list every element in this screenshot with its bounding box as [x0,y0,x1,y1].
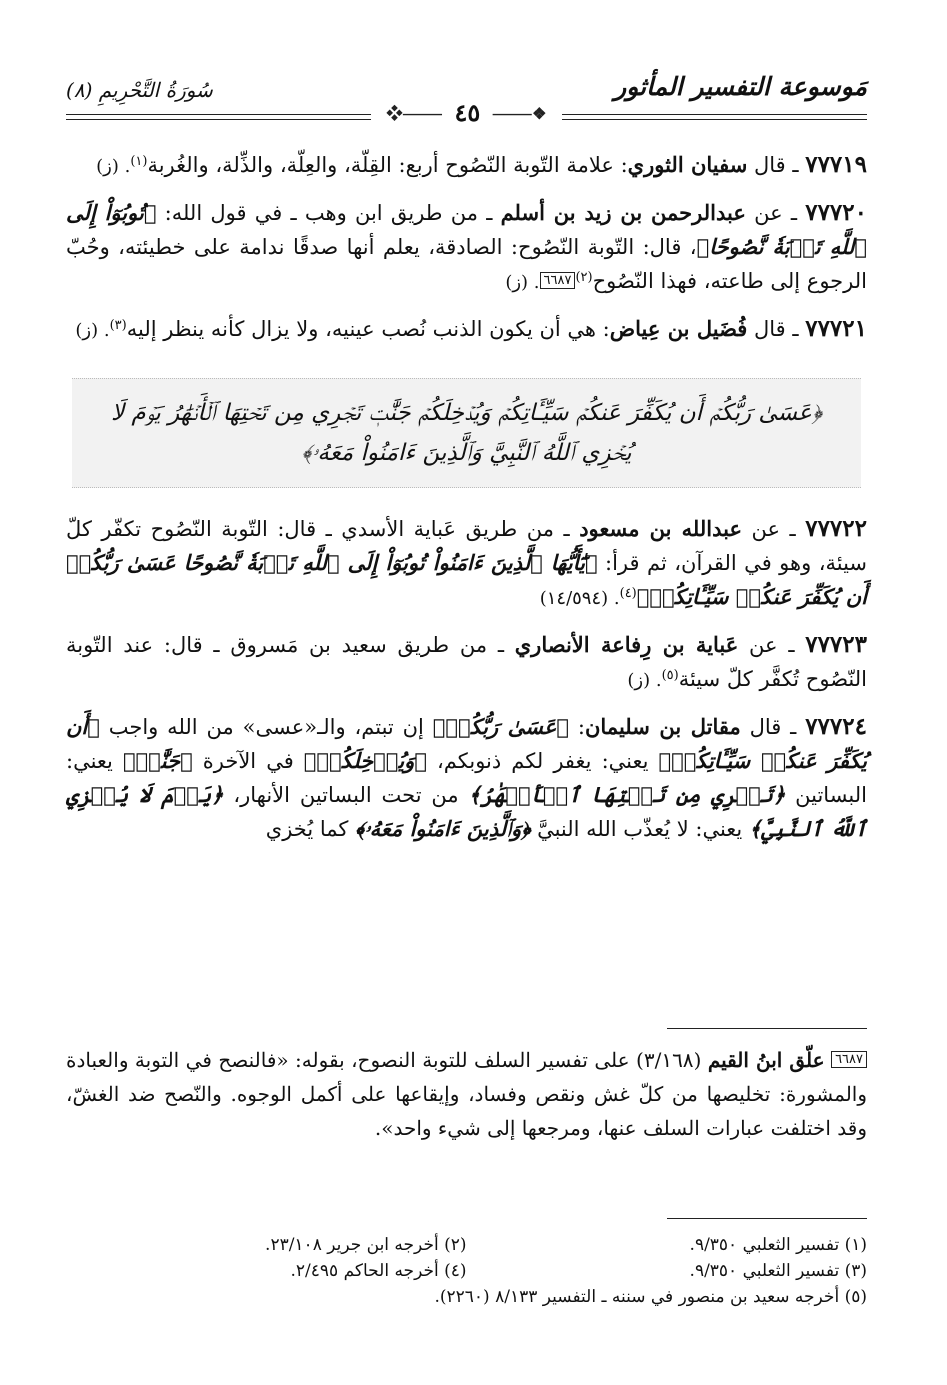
page-number: ٤٥ [454,98,481,127]
narrator-name: مقاتل بن سليمان [585,714,741,739]
footnote-divider [667,1218,867,1219]
narration-entry [66,628,867,698]
narration-text: : علامة التّوبة النّصُوح أربع: القِلّة، والعِلّة، والذِّلة، والغُربة [147,153,628,177]
narration-text: ، قال: التّوبة النّصُوح: الصادقة، يعلم أنها صدقًا ندامة على خطيئته، وحُبّ الرجوع إلى طاعته، فهذا النّصُوح [66,235,867,293]
footnotes [66,1232,867,1310]
footnote: (٥) أخرجه سعيد بن منصور في سننه ـ التفسير ٨/١٣٣ (٢٢٦٠). [434,1287,867,1307]
quran-quote: ﴿تُوبُوٓاْ إِلَى ٱللَّهِ تَوۡبَةٗ نَّصُوحًا﴾ [66,200,867,259]
quran-quote: ﴿يَوۡمَ لَا يُخۡزِي ٱللَّهُ ٱلنَّبِيَّ﴾ [66,782,867,841]
surah-name: سُورَةُ التَّحْرِيمِ (٨) [66,78,213,102]
quran-quote: ﴿أَن يُكَفِّرَ عَنكُمۡ سَيِّـَٔاتِكُمۡ﴾ [66,714,867,773]
footnote-marker: (١) [130,154,148,169]
narration-text: في الآخرة [192,749,304,773]
narration-text: ـ من طريق ابن وهب ـ في قول الله: [156,201,501,225]
commentary-note [66,1043,867,1145]
page-number-block [371,98,563,127]
narration-entry [66,512,867,616]
narration-text: ـ عن [745,201,806,225]
narration-number: ٧٧٧٢٠ [805,199,867,226]
narration-text: : هي أن يكون الذنب نُصب عينيه، ولا يزال كأنه ينظر إليه [126,317,610,341]
quran-quote: ﴿يَٰٓأَيُّهَا ٱلَّذِينَ ءَامَنُواْ تُوبُوٓاْ إِلَى ٱللَّهِ تَوۡبَةٗ نَّصُوحًا عَسَىٰ رَبُّكُمۡ أَن يُكَفِّرَ عَنكُمۡ سَيِّـَٔاتِكُمۡ﴾ [66,550,867,609]
book-title: مَوسوعة التفسير المأثور [614,72,867,101]
commentary-text: (٣/١٦٨) على تفسير السلف للتوبة النصوح، بقوله: «فالنصح في التوبة والعبادة والمشورة: تخليصها من كلّ غش ونقص وفساد، وإيقاعها على أكمل الوجوه. والنّصح ضد الغشّ، وقد اختلفت عبارات السلف عنها، ومرجعها إلى شيء واحد». [66,1048,867,1140]
narrator-name: عَباية بن رِفاعة الأنصاري [514,632,739,657]
source-reference: . (ز) [96,156,131,177]
footnote-marker: (٤) [619,586,637,601]
narrator-name: سفيان الثوري [627,152,748,177]
narration-text: ـ قال [740,715,806,739]
footnote-row [66,1232,867,1258]
narration-text: يعني: لا يُعذّب الله النبيَّ [530,817,749,841]
source-reference: . (ز) [505,272,540,293]
note-reference-box: ٦٦٨٧ [831,1051,867,1068]
narration-number: ٧٧٧١٩ [805,151,867,178]
source-reference: . (ز) [627,670,662,691]
ornament-icon: ❖⸻ [492,104,547,123]
quran-quote: ﴿تَجۡرِي مِن تَحۡتِهَا ٱلۡأَنۡهَٰرُ﴾ [468,782,786,807]
footnote-row [66,1284,867,1310]
footnote: (٤) أخرجه الحاكم ٢/٤٩٥. [290,1261,467,1281]
narration-entry [66,312,867,348]
footnote-row [66,1258,867,1284]
footnote-marker: (٣) [109,318,127,333]
narration-number: ٧٧٧٢٢ [805,515,867,542]
quran-quote: ﴿جَنَّٰتٖ﴾ [122,748,193,773]
running-header [66,64,867,134]
narration-list [66,512,867,846]
narration-entry [66,148,867,184]
source-reference: . (١٤/٥٩٤) [539,588,620,609]
narration-entry [66,710,867,846]
quran-quote: ﴿وَٱلَّذِينَ ءَامَنُواْ مَعَهُۥ﴾ [355,816,531,841]
footnote: (٢) أخرجه ابن جرير ٢٣/١٠٨. [265,1235,467,1255]
narration-text: ـ من طريق عَباية الأسدي ـ قال: التّوبة النّصُوح تكفّر كلّ سيئة، وهو في القرآن، ثم قرأ: [66,517,867,575]
narration-number: ٧٧٧٢٤ [805,713,867,740]
narration-entry [66,196,867,300]
narrator-name: عبدالرحمن بن زيد بن أسلم [500,200,746,225]
narration-number: ٧٧٧٢٣ [805,631,867,658]
narration-text: ـ من طريق سعيد بن مَسروق ـ قال: عند التّوبة النّصُوح تُكفَّر كلّ سيئة [66,633,867,691]
note-reference-box: ٦٦٨٧ [540,272,576,289]
main-text [66,148,867,858]
ayah-panel: ﴿عَسَىٰ رَبُّكُمۡ أَن يُكَفِّرَ عَنكُمۡ سَيِّـَٔاتِكُمۡ وَيُدۡخِلَكُمۡ جَنَّٰتٖ تَجۡرِي مِن تَحۡتِهَا ٱلۡأَنۡهَٰرُ يَوۡمَ لَا يُخۡزِي ٱللَّهُ ٱلنَّبِيَّ وَٱلَّذِينَ ءَامَنُواْ مَعَهُۥ﴾ [72,378,861,488]
commentary-divider [667,1028,867,1029]
narration-text: كما يُخزي [265,817,356,841]
footnote-marker: (٢) [575,270,593,285]
source-reference: . (ز) [75,320,110,341]
narrator-name: فُضَيل بن عِياض [609,316,748,341]
narration-text: ـ قال [747,153,806,177]
ornament-icon: ⸻❖ [386,104,443,123]
narration-text: : [569,715,585,739]
commentary-author: علّق ابنُ القيم [707,1048,825,1072]
narrator-name: عبدالله بن مسعود [579,516,742,541]
quran-quote: ﴿عَسَىٰ رَبُّكُمۡ﴾ [432,714,570,739]
narration-text: يعني: البساتين [66,749,868,807]
quran-quote: ﴿وَيُدۡخِلَكُمۡ﴾ [303,748,427,773]
narration-text: ـ عن [741,517,806,541]
footnote: (٣) تفسير الثعلبي ٩/٣٥٠. [689,1261,867,1281]
narration-list [66,148,867,348]
narration-text: ـ عن [738,633,806,657]
narration-text: ـ قال [747,317,806,341]
narration-text: يعني: يغفر لكم ذنوبكم، [426,749,659,773]
narration-number: ٧٧٧٢١ [805,315,867,342]
footnote-marker: (٥) [661,668,679,683]
narration-text: إن تبتم، والـ«عسى» من الله واجب [99,715,433,739]
narration-text: من تحت البساتين الأنهار، [223,783,469,807]
footnote: (١) تفسير الثعلبي ٩/٣٥٠. [689,1235,867,1255]
